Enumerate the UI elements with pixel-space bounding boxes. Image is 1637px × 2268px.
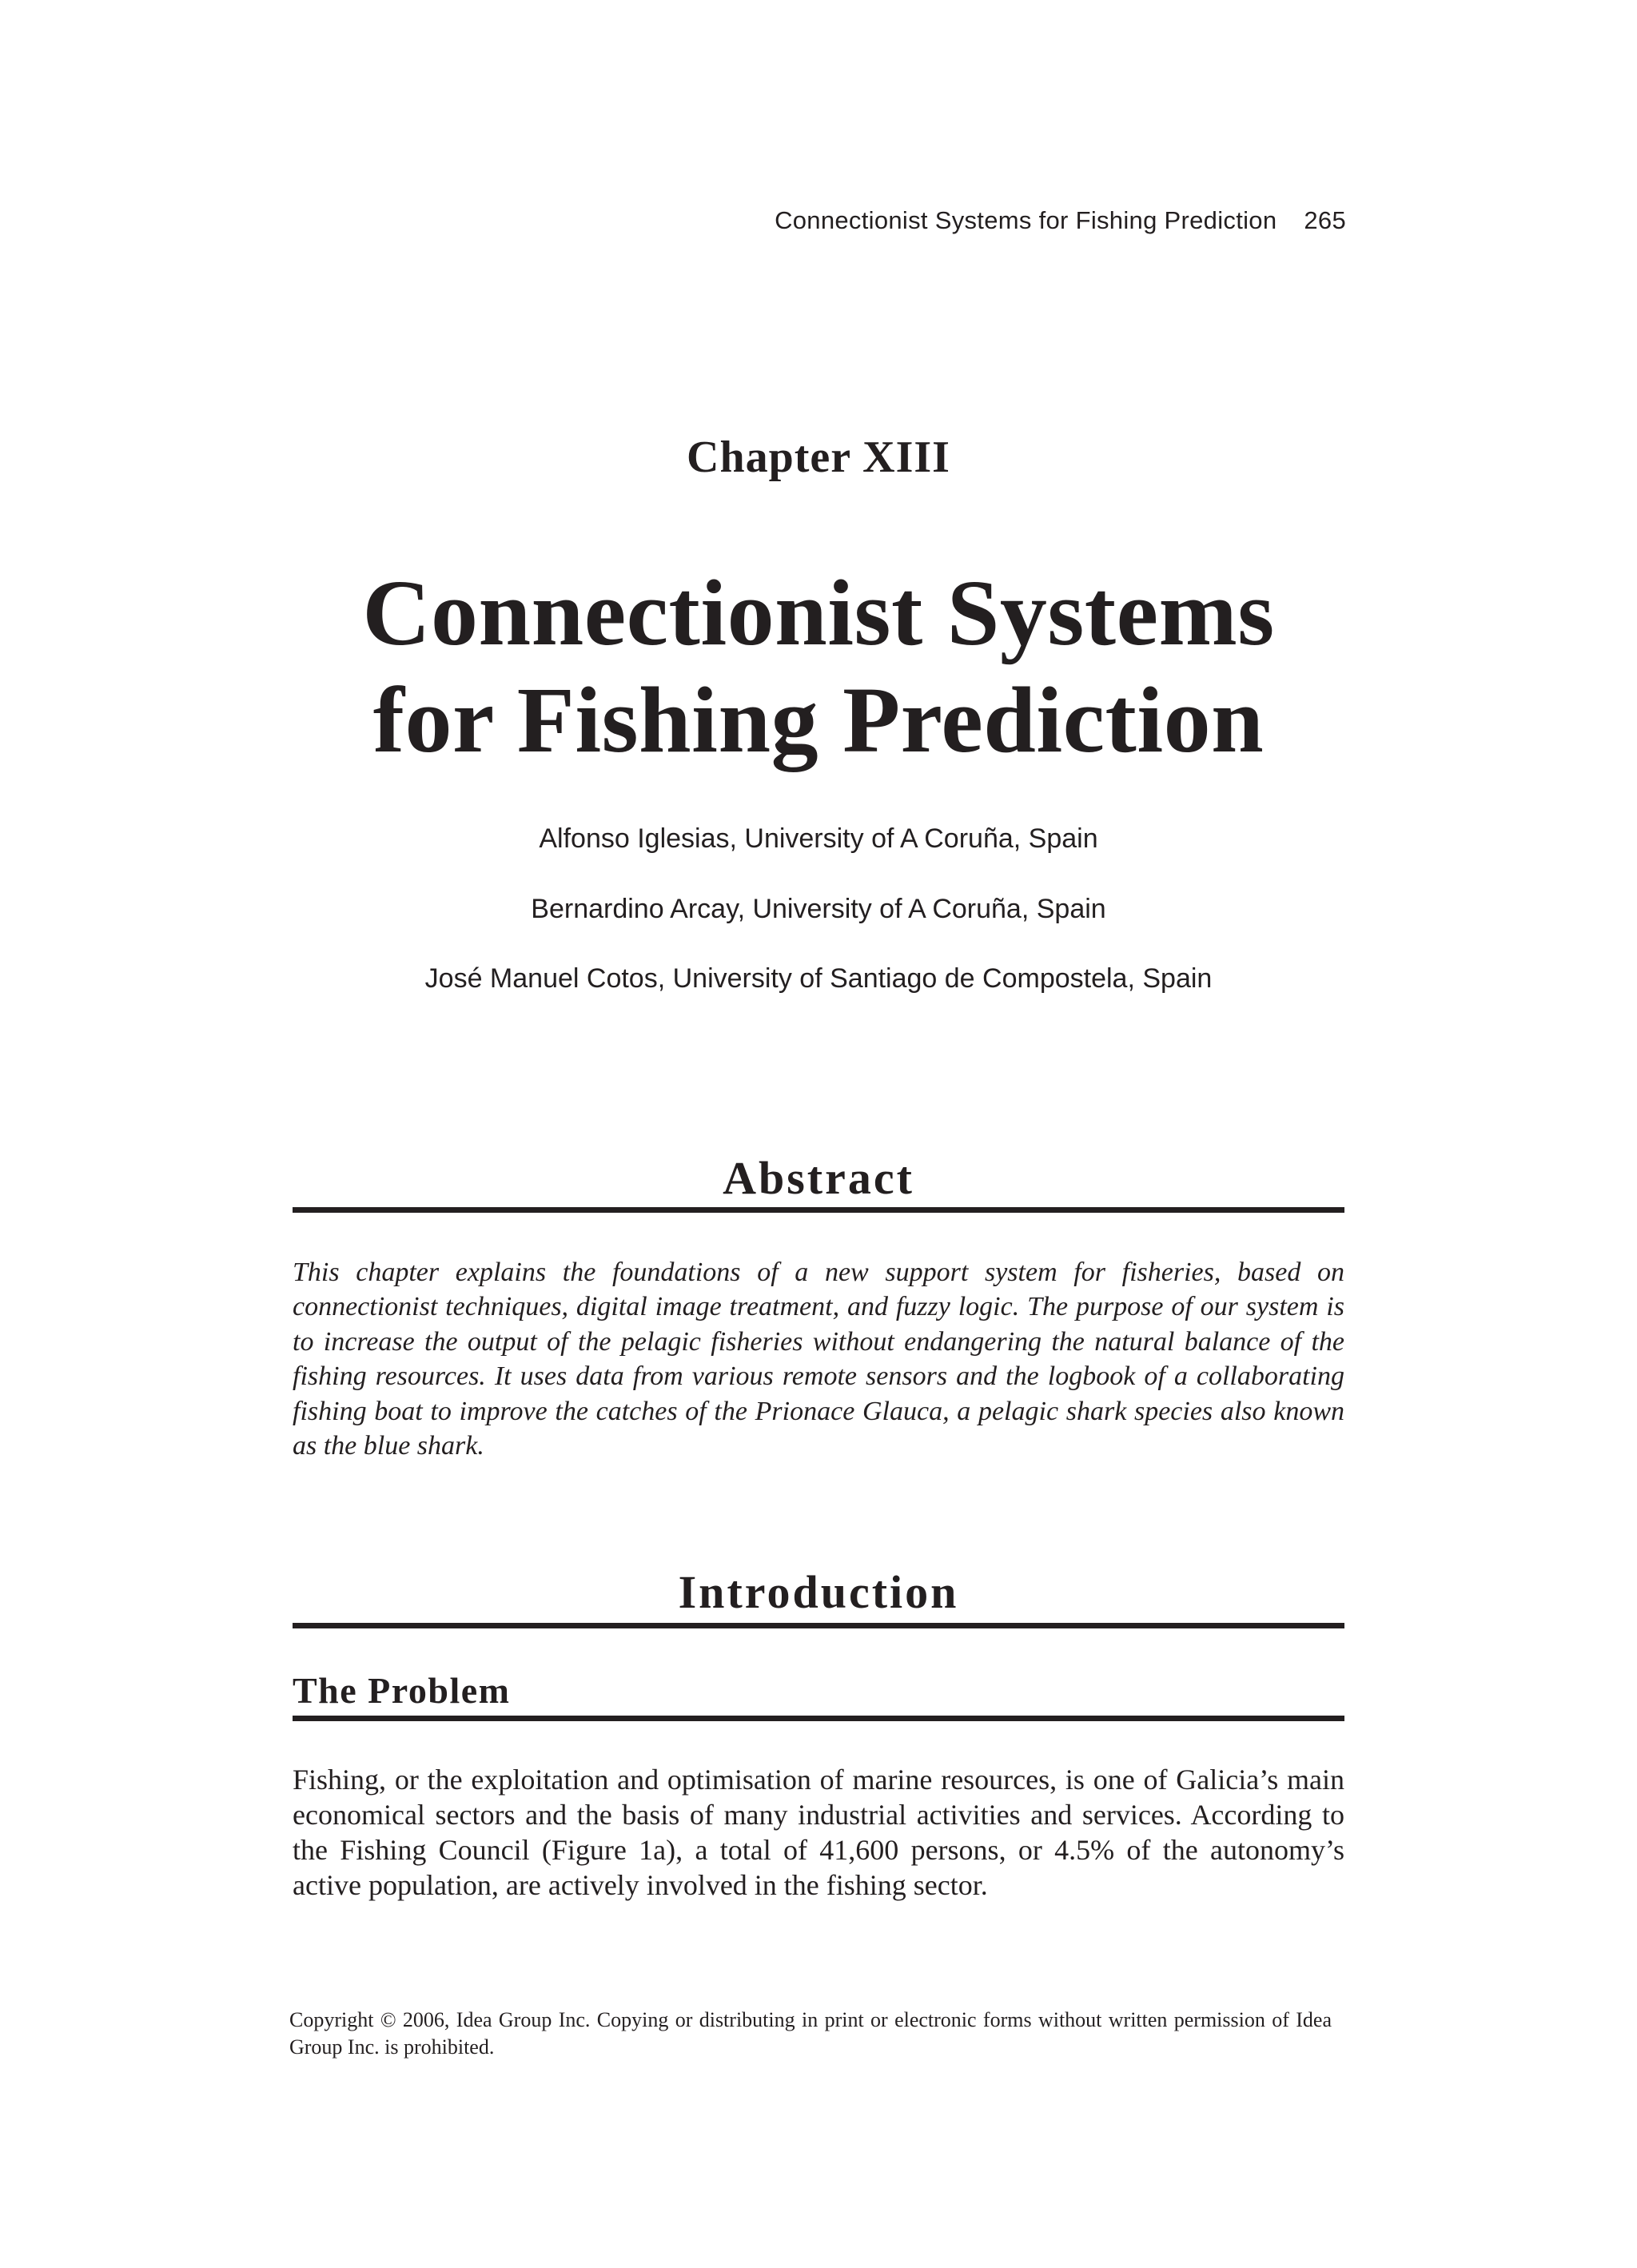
author-2: Bernardino Arcay, University of A Coruña, Spain	[531, 894, 1106, 924]
subsection-rule	[293, 1716, 1344, 1721]
abstract-text: This chapter explains the foundations of a new support system for fisheries, based on connectionist techniques, digital image treatment, and fuzzy logic. The purpose of our system is to increase the output of the pelagic fisheries without endangering the natural balance of the fishing resources. It uses data from various remote sensors and the logbook of a collaborating fishing boat to improve the catches of the Prionace Glauca, a pelagic shark species also known as the blue shark.	[293, 1258, 1344, 1461]
abstract-heading: Abstract	[723, 1152, 914, 1204]
copyright-notice: Copyright © 2006, Idea Group Inc. Copying or distributing in print or electronic forms without written permission of Idea Group Inc. is prohibited.	[289, 2008, 1332, 2059]
running-head-title: Connectionist Systems for Fishing Prediction	[775, 206, 1277, 234]
introduction-paragraph: Fishing, or the exploitation and optimisation of marine resources, is one of Galicia’s main economical sectors and the basis of many industrial activities and services. According to the Fishing Council (Figure 1a), a total of 41,600 persons, or 4.5% of the autonomy’s active population, are actively involved in the fishing sector.	[293, 1764, 1344, 1901]
chapter-title	[0, 560, 1637, 774]
chapter-title-line-1: Connectionist Systems	[362, 560, 1275, 665]
abstract-rule	[293, 1207, 1344, 1213]
page-number: 265	[1304, 206, 1346, 234]
introduction-heading: Introduction	[678, 1566, 959, 1618]
author-3: José Manuel Cotos, University of Santiago de Compostela, Spain	[424, 963, 1213, 994]
subsection-heading: The Problem	[293, 1670, 511, 1711]
chapter-title-line-2: for Fishing Prediction	[372, 668, 1265, 772]
author-1: Alfonso Iglesias, University of A Coruña, Spain	[539, 823, 1098, 854]
introduction-rule	[293, 1623, 1344, 1628]
running-head	[775, 206, 1346, 235]
chapter-label: Chapter XIII	[687, 432, 950, 482]
